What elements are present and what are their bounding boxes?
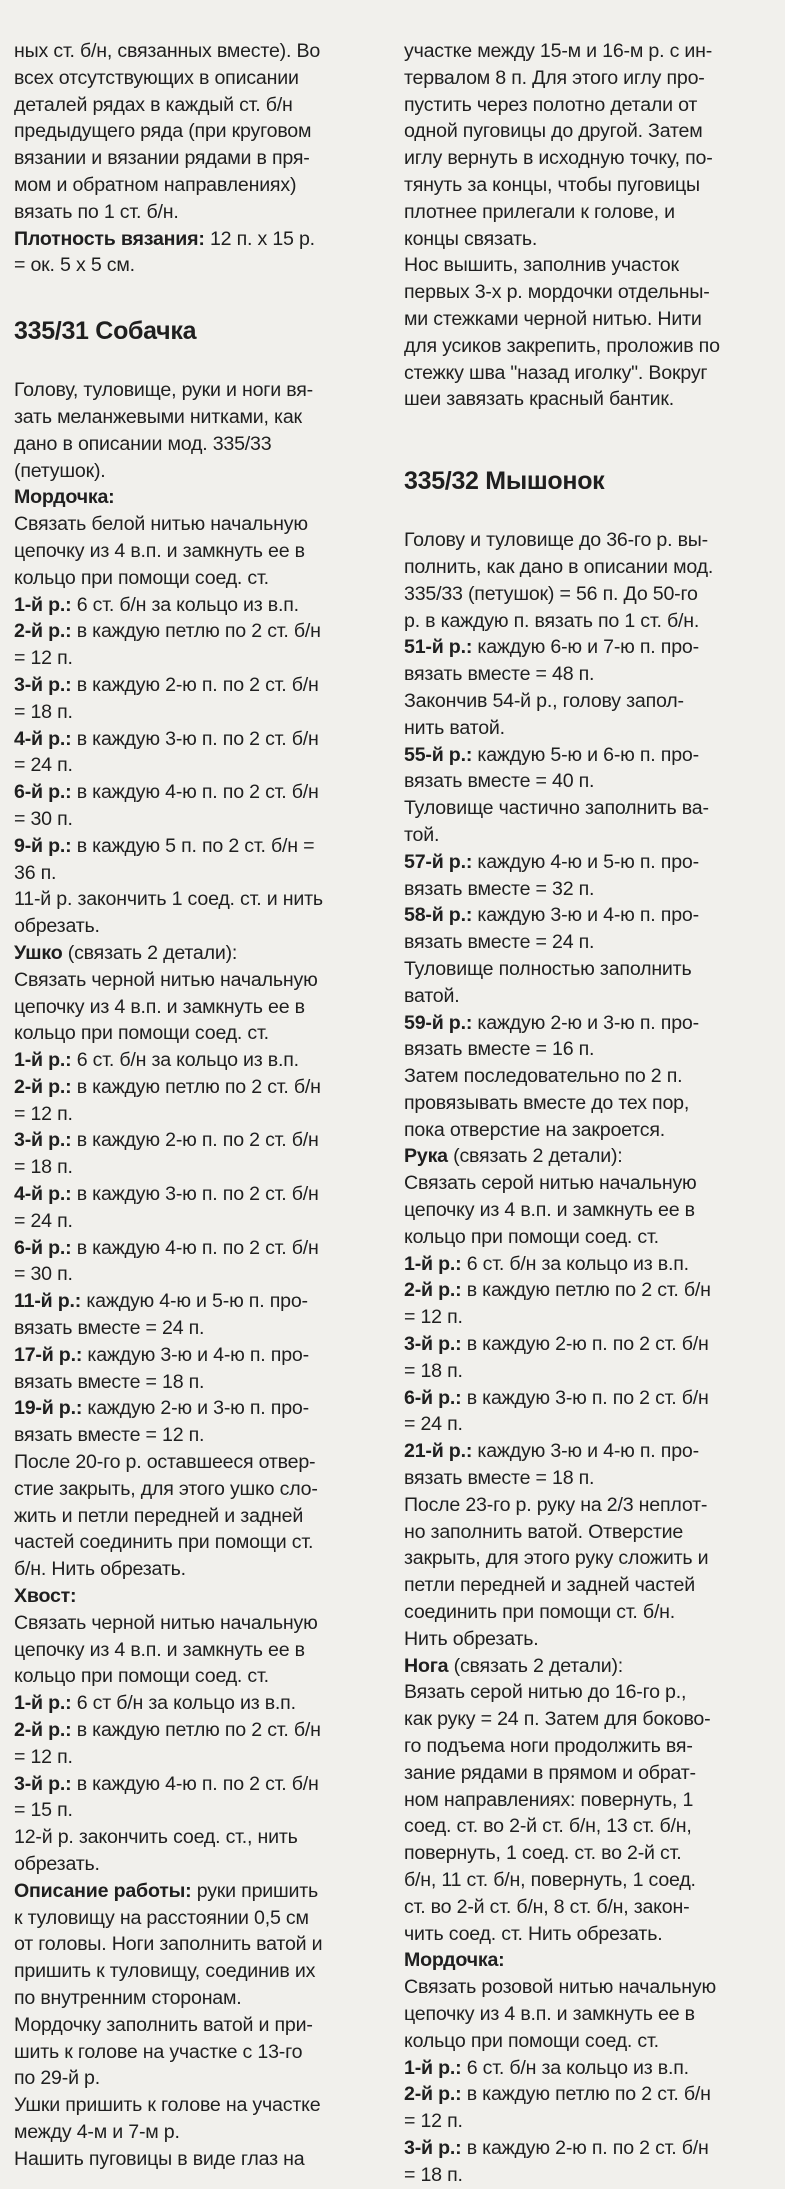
row-line: 19-й р.: каждую 2-ю и 3-ю п. про- [14, 1397, 309, 1420]
row-line: 3-й р.: в каждую 2-ю п. по 2 ст. б/н [404, 2136, 709, 2159]
work-heading: Описание работы: руки пришить [14, 1879, 319, 1902]
row-line: 2-й р.: в каждую петлю по 2 ст. б/н [14, 620, 321, 643]
ear-heading: Ушко (связать 2 детали): [14, 941, 238, 964]
row-line: 3-й р.: в каждую 2-ю п. по 2 ст. б/н [14, 1129, 319, 1152]
row-line: 59-й р.: каждую 2-ю и 3-ю п. про- [404, 1011, 699, 1034]
intro-line: всех отсутствующих в описании [14, 66, 299, 89]
density-line: = ок. 5 х 5 см. [14, 254, 135, 277]
row-line: 1-й р.: 6 ст. б/н за кольцо из в.п. [404, 1252, 689, 1275]
arm-heading: Рука (связать 2 детали): [404, 1145, 623, 1168]
tail-heading: Хвост: [14, 1585, 77, 1608]
intro-line: деталей рядах в каждый ст. б/н [14, 93, 293, 116]
left-column: ных ст. б/н, связанных вместе). Во всех отсутствующих в описании деталей рядах в каждый ст. б/н предыдущего ряда (при круговом вязании и вязании рядами в пря- мом и обратном направлениях) вязать по 1 ст. б/н. Плотность вязания: 12 п. х 15 р. = ок. 5 х 5 см. 335/31 Собачка Голову, туловище, руки и ноги вя- зать меланжевыми нитками, как дано в описании мод. 335/33 (петушок). Мордочка: Связать белой нитью начальную цепочку из 4 в.п. и замкнуть ее в кольцо при помощи соед. ст. 1-й р.: 6 ст. б/н за кольцо из в.п. 2-й р.: в каждую петлю по 2 ст. б/н = 12 п. 3-й р.: в каждую 2-ю п. по 2 ст. б/н = 18 п. 4-й р.: в каждую 3-ю п. по 2 ст. б/н = 24 п. 6-й р.: в каждую 4-ю п. по 2 ст. б/н = 30 п. 9-й р.: в каждую 5 п. по 2 ст. б/н = 36 п. 11-й р. закончить 1 соед. ст. и нить обрезать. Ушко (связать 2 детали): Связать черной нитью начальную цепочку из 4 в.п. и замкнуть ее в кольцо при помощи соед. ст. 1-й р.: 6 ст. б/н за кольцо из в.п. 2-й р.: в каждую петлю по 2 ст. б/н = 12 п. 3-й р.: в каждую 2-ю п. по 2 ст. б/н = 18 п. 4-й р.: в каждую 3-ю п. по 2 ст. б/н = 24 п. 6-й р.: в каждую 4-ю п. по 2 ст. б/н = 30 п. 11-й р.: каждую 4-ю и 5-ю п. про- вязать вместе = 24 п. 17-й р.: каждую 3-ю и 4-ю п. про- вязать вместе = 18 п. 19-й р.: каждую 2-ю и 3-ю п. про- вязать вместе = 12 п. После 20-го р. оставшееся отвер- стие закрыть, для этого ушко сло- жить и петли передней и задней частей соединить при помощи ст. б/н. Нить обрезать. Хвост: Связать черной нитью начальную цепочку из 4 в.п. и замкнуть ее в кольцо при помощи соед. ст. 1-й р.: 6 ст б/н за кольцо из в.п. 2-й р.: в каждую петлю по 2 ст. б/н = 12 п. 3-й р.: в каждую 4-ю п. по 2 ст. б/н = 15 п. 12-й р. закончить соед. ст., нить обрезать. Описание работы: руки пришить к туловищу на расстоянии 0,5 см от головы. Ноги заполнить ватой и пришить к туловищу, соединив их по внутренним сторонам. Мордочку заполнить ватой и при- шить к голове на участке с 13-го по 29-й р. Ушки пришить к голове на участке между 4-м и 7-м р. Нашить пуговицы в виде глаз на [14, 38, 384, 2173]
section-title-dog: 335/31 Собачка [14, 317, 197, 346]
desc-line: зать меланжевыми нитками, как [14, 405, 302, 428]
row-line: 11-й р.: каждую 4-ю и 5-ю п. про- [14, 1290, 308, 1313]
row-line: 3-й р.: в каждую 2-ю п. по 2 ст. б/н [404, 1333, 709, 1356]
row-line: 17-й р.: каждую 3-ю и 4-ю п. про- [14, 1343, 309, 1366]
desc-line: дано в описании мод. 335/33 [14, 432, 272, 455]
row-line: 51-й р.: каждую 6-ю и 7-ю п. про- [404, 636, 699, 659]
row-line: 9-й р.: в каждую 5 п. по 2 ст. б/н = [14, 834, 315, 857]
intro-line: вязать по 1 ст. б/н. [14, 200, 179, 223]
row-line: 2-й р.: в каждую петлю по 2 ст. б/н [404, 2083, 711, 2106]
row-line: 1-й р.: 6 ст б/н за кольцо из в.п. [14, 1692, 296, 1715]
desc-line: Голову, туловище, руки и ноги вя- [14, 379, 313, 402]
row-line: 3-й р.: в каждую 2-ю п. по 2 ст. б/н [14, 673, 319, 696]
row-line: 57-й р.: каждую 4-ю и 5-ю п. про- [404, 850, 699, 873]
row-line: 6-й р.: в каждую 4-ю п. по 2 ст. б/н [14, 781, 319, 804]
right-column: участке между 15-м и 16-м р. с ин- тервалом 8 п. Для этого иглу про- пустить через полотно детали от одной пуговицы до другой. Затем иглу вернуть в исходную точку, по- тянуть за концы, чтобы пуговицы плотнее прилегали к голове, и концы связать. Нос вышить, заполнив участок первых 3-х р. мордочки отдельны- ми стежками черной нитью. Нити для усиков закрепить, проложив по стежку шва "назад иголку". Вокруг шеи завязать красный бантик. 335/32 Мышонок Голову и туловище до 36-го р. вы- полнить, как дано в описании мод. 335/33 (петушок) = 56 п. До 50-го р. в каждую п. вязать по 1 ст. б/н. 51-й р.: каждую 6-ю и 7-ю п. про- вязать вместе = 48 п. Закончив 54-й р., голову запол- нить ватой. 55-й р.: каждую 5-ю и 6-ю п. про- вязать вместе = 40 п. Туловище частично заполнить ва- той. 57-й р.: каждую 4-ю и 5-ю п. про- вязать вместе = 32 п. 58-й р.: каждую 3-ю и 4-ю п. про- вязать вместе = 24 п. Туловище полностью заполнить ватой. 59-й р.: каждую 2-ю и 3-ю п. про- вязать вместе = 16 п. Затем последовательно по 2 п. провязывать вместе до тех пор, пока отверстие на закроется. Рука (связать 2 детали): Связать серой нитью начальную цепочку из 4 в.п. и замкнуть ее в кольцо при помощи соед. ст. 1-й р.: 6 ст. б/н за кольцо из в.п. 2-й р.: в каждую петлю по 2 ст. б/н = 12 п. 3-й р.: в каждую 2-ю п. по 2 ст. б/н = 18 п. 6-й р.: в каждую 3-ю п. по 2 ст. б/н = 24 п. 21-й р.: каждую 3-ю и 4-ю п. про- вязать вместе = 18 п. После 23-го р. руку на 2/3 неплот- но заполнить ватой. Отверстие закрыть, для этого руку сложить и петли передней и задней частей соединить при помощи ст. б/н. Нить обрезать. Нога (связать 2 детали): Вязать серой нитью до 16-го р., как руку = 24 п. Затем для боково- го подъема ноги продолжить вя- зание рядами в прямом и обрат- ном направлениях: повернуть, 1 соед. ст. во 2-й ст. б/н, 13 ст. б/н, повернуть, 1 соед. ст. во 2-й ст. б/н, 11 ст. б/н, повернуть, 1 соед. ст. во 2-й ст. б/н, 8 ст. б/н, закон- чить соед. ст. Нить обрезать. Мордочка: Связать розовой нитью начальную цепочку из 4 в.п. и замкнуть ее в кольцо при помощи соед. ст. 1-й р.: 6 ст. б/н за кольцо из в.п. 2-й р.: в каждую петлю по 2 ст. б/н = 12 п. 3-й р.: в каждую 2-ю п. по 2 ст. б/н = 18 п. [404, 38, 774, 2189]
row-line: 6-й р.: в каждую 3-ю п. по 2 ст. б/н [404, 1386, 709, 1409]
section-title-mouse: 335/32 Мышонок [404, 467, 605, 496]
desc-line: (петушок). [14, 459, 106, 482]
row-line: 2-й р.: в каждую петлю по 2 ст. б/н [14, 1075, 321, 1098]
density-label: Плотность вязания: [14, 227, 205, 250]
face-heading: Мордочка: [14, 486, 115, 509]
row-line: 6-й р.: в каждую 4-ю п. по 2 ст. б/н [14, 1236, 319, 1259]
row-line: 55-й р.: каждую 5-ю и 6-ю п. про- [404, 743, 699, 766]
row-line: 1-й р.: 6 ст. б/н за кольцо из в.п. [404, 2056, 689, 2079]
row-line: 3-й р.: в каждую 4-ю п. по 2 ст. б/н [14, 1772, 319, 1795]
density-line: Плотность вязания: 12 п. х 15 р. [14, 227, 315, 250]
row-line: 4-й р.: в каждую 3-ю п. по 2 ст. б/н [14, 1183, 319, 1206]
row-line: 21-й р.: каждую 3-ю и 4-ю п. про- [404, 1440, 699, 1463]
row-line: 1-й р.: 6 ст. б/н за кольцо из в.п. [14, 593, 299, 616]
intro-line: мом и обратном направлениях) [14, 173, 297, 196]
row-line: 2-й р.: в каждую петлю по 2 ст. б/н [404, 1279, 711, 1302]
intro-line: вязании и вязании рядами в пря- [14, 147, 310, 170]
row-line: 4-й р.: в каждую 3-ю п. по 2 ст. б/н [14, 727, 319, 750]
mouse-face-heading: Мордочка: [404, 1949, 505, 1972]
row-line: 2-й р.: в каждую петлю по 2 ст. б/н [14, 1719, 321, 1742]
intro-line: предыдущего ряда (при круговом [14, 120, 312, 143]
leg-heading: Нога (связать 2 детали): [404, 1654, 624, 1677]
row-line: 58-й р.: каждую 3-ю и 4-ю п. про- [404, 904, 699, 927]
intro-line: ных ст. б/н, связанных вместе). Во [14, 40, 321, 62]
row-line: 1-й р.: 6 ст. б/н за кольцо из в.п. [14, 1049, 299, 1072]
